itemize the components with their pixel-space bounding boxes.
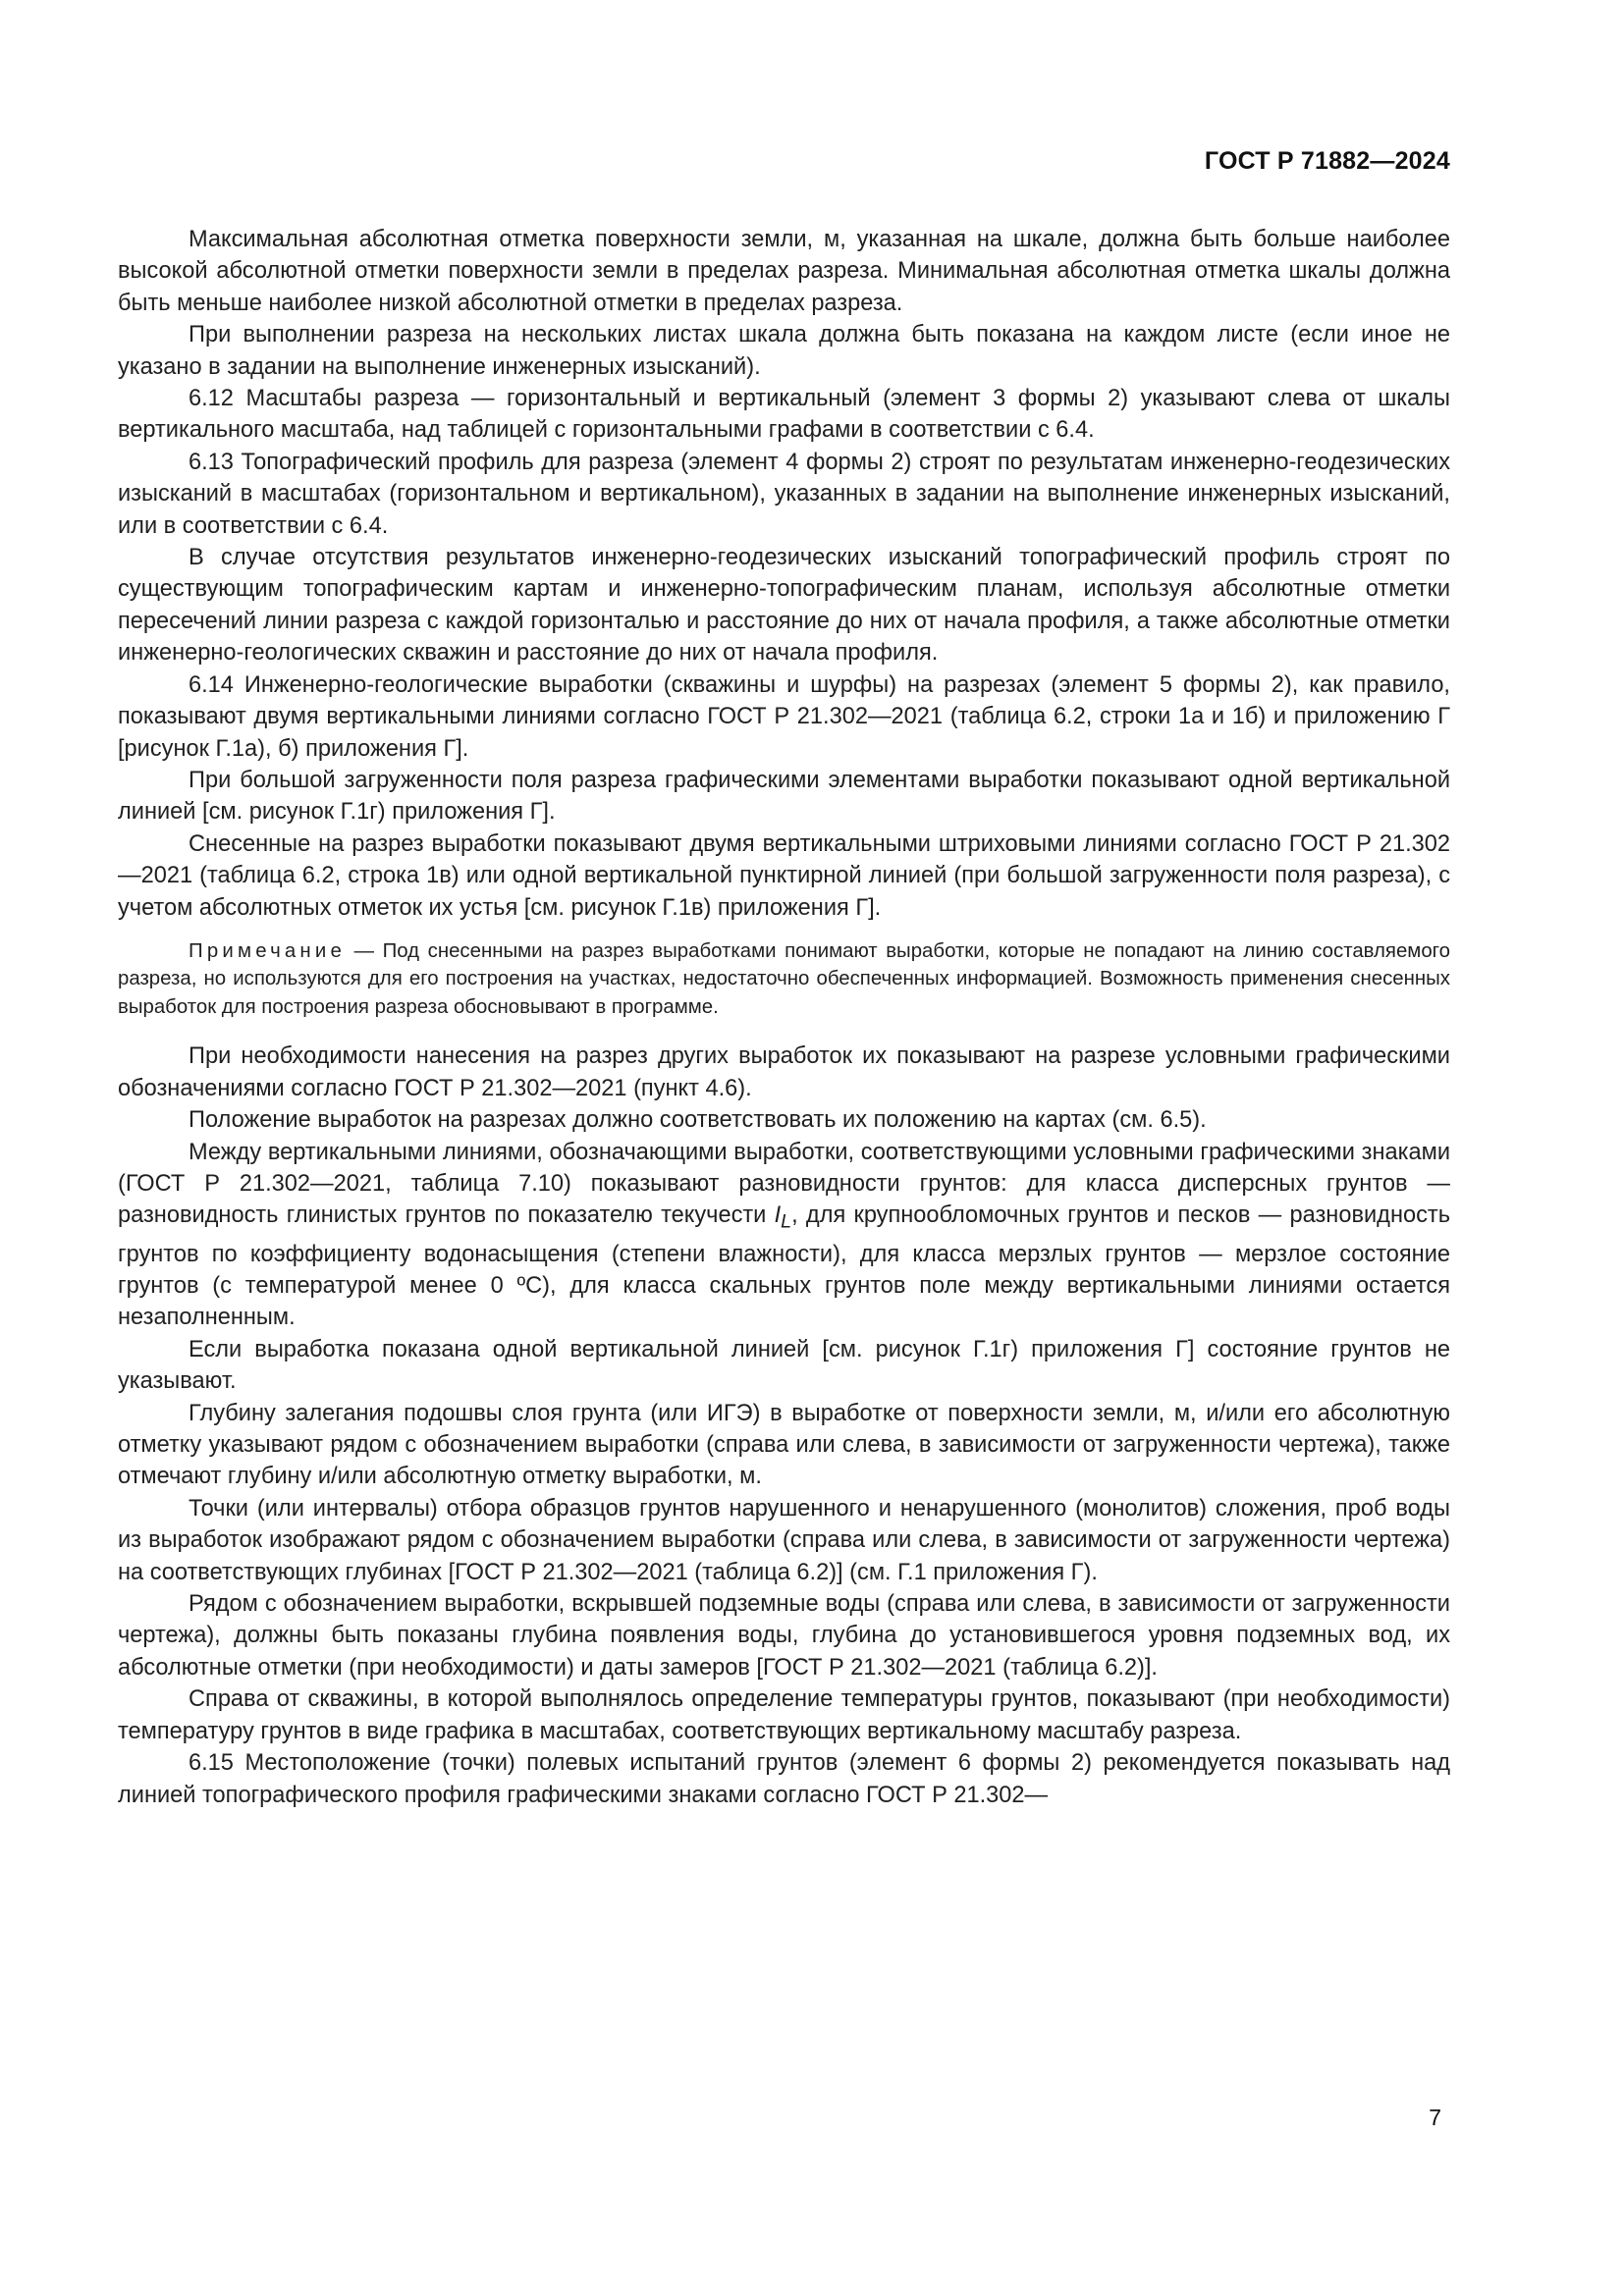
- paragraph-other-workings: При необходимости нанесения на разрез других выработок их показывают на разрезе условными графическими обозначениями согласно ГОСТ Р 21.302—2021 (пункт 4.6).: [118, 1043, 1450, 1101]
- paragraph-no-geodetic-results: В случае отсутствия результатов инженерно-геодезических изысканий топографический профиль строят по существующим топографическим картам и инженерно-топографическим планам, используя абсолютные отметки пересечений линии разреза с каждой горизонталью и расстояние до них от начала профиля, а также абсолютные отметки инженерно-геологических скважин и расстояние до них от начала профиля.: [118, 545, 1450, 667]
- paragraph-6-15: 6.15 Местоположение (точки) полевых испытаний грунтов (элемент 6 формы 2) рекомендуется показывать над линией топографического профиля графическими знаками согласно ГОСТ Р 21.302—: [118, 1750, 1450, 1808]
- note: [118, 937, 1450, 1022]
- paragraph-single-line: При большой загруженности поля разреза графическими элементами выработки показывают одной вертикальной линией [см. рисунок Г.1г) приложения Г].: [118, 767, 1450, 826]
- paragraph-soil-temperature: Справа от скважины, в которой выполнялось определение температуры грунтов, показывают (при необходимости) температуру грунтов в виде графика в масштабах, соответствующих вертикальному масштабу разреза.: [118, 1686, 1450, 1744]
- page-number: 7: [1429, 2105, 1441, 2130]
- document-header-id: ГОСТ Р 71882—2024: [1204, 147, 1450, 175]
- paragraph-6-13: 6.13 Топографический профиль для разреза (элемент 4 формы 2) строят по результатам инженерно-геодезических изысканий в масштабах (горизонтальном и вертикальном), указанных в задании на выполнение инженерных изысканий, или в соответствии с 6.4.: [118, 449, 1450, 539]
- consistency-index-subscript: L: [781, 1211, 792, 1234]
- document-body: [118, 224, 1450, 1811]
- paragraph-scale-max-elevation: Максимальная абсолютная отметка поверхности земли, м, указанная на шкале, должна быть больше наиболее высокой абсолютной отметки поверхности земли в пределах разреза. Минимальная абсолютная отметка шкалы должна быть меньше наиболее низкой абсолютной отметки в пределах разреза.: [118, 227, 1450, 316]
- paragraph-sampling-points: Точки (или интервалы) отбора образцов грунтов нарушенного и ненарушенного (монолитов) сложения, проб воды из выработок изображают рядом с обозначением выработки (справа или слева, в зависимости от загруженности чертежа) на соответствующих глубинах [ГОСТ Р 21.302—2021 (таблица 6.2)] (см. Г.1 приложения Г).: [118, 1495, 1450, 1585]
- paragraph-soil-varieties: [118, 1137, 1450, 1334]
- paragraph-workings-position: Положение выработок на разрезах должно соответствовать их положению на картах (см. 6.5).: [189, 1107, 1207, 1134]
- consistency-index-symbol: I: [774, 1202, 782, 1229]
- paragraph-layer-depth: Глубину залегания подошвы слоя грунта (или ИГЭ) в выработке от поверхности земли, м, и/или его абсолютную отметку указывают рядом с обозначением выработки (справа или слева, в зависимости от загруженности чертежа), также отмечают глубину и/или абсолютную отметку выработки, м.: [118, 1400, 1450, 1490]
- paragraph-scale-multiple-sheets: При выполнении разреза на нескольких листах шкала должна быть показана на каждом листе (если иное не указано в задании на выполнение инженерных изысканий).: [118, 322, 1450, 380]
- paragraph-groundwater: Рядом с обозначением выработки, вскрывшей подземные воды (справа или слева, в зависимости от загруженности чертежа), должны быть показаны глубина появления воды, глубина до установившегося уровня подземных вод, их абсолютные отметки (при необходимости) и даты замеров [ГОСТ Р 21.302—2021 (таблица 6.2)].: [118, 1591, 1450, 1681]
- note-text: — Под снесенными на разрез выработками понимают выработки, которые не попадают на линию составляемого разреза, но используются для его построения на участках, недостаточно обеспеченных информацией. Возможность применения снесенных выработок для построения разреза обосновывают в программе.: [118, 939, 1450, 1018]
- paragraph-6-14: 6.14 Инженерно-геологические выработки (скважины и шурфы) на разрезах (элемент 5 формы 2), как правило, показывают двумя вертикальными линиями согласно ГОСТ Р 21.302—2021 (таблица 6.2, строки 1а и 1б) и приложению Г [рисунок Г.1а), б) приложения Г].: [118, 671, 1450, 762]
- note-label: Примечание: [189, 939, 347, 962]
- soil-varieties-text-before: Между вертикальными линиями, обозначающими выработки, соответствующими условными графическими знаками (ГОСТ Р 21.302—2021, таблица 7.10) показывают разновидности грунтов: для класса дисперсных грунтов — разновидность глинистых грунтов по показателю текучести: [118, 1139, 1450, 1229]
- paragraph-transferred-workings: Снесенные на разрез выработки показывают двумя вертикальными штриховыми линиями согласно ГОСТ Р 21.302—2021 (таблица 6.2, строка 1в) или одной вертикальной пунктирной линией (при большой загруженности поля разреза), с учетом абсолютных отметок их устья [см. рисунок Г.1в) приложения Г].: [118, 830, 1450, 921]
- paragraph-single-line-state: Если выработка показана одной вертикальной линией [см. рисунок Г.1г) приложения Г] состояние грунтов не указывают.: [118, 1336, 1450, 1395]
- soil-varieties-text-after: , для крупнообломочных грунтов и песков — разновидность грунтов по коэффициенту водонасыщения (степени влажности), для класса мерзлых грунтов — мерзлое состояние грунтов (с температурой менее 0 ºС), для класса скальных грунтов поле между вертикальными линиями остается незаполненным.: [118, 1202, 1450, 1331]
- paragraph-6-12: 6.12 Масштабы разреза — горизонтальный и вертикальный (элемент 3 формы 2) указывают слева от шкалы вертикального масштаба, над таблицей с горизонтальными графами в соответствии с 6.4.: [118, 386, 1450, 444]
